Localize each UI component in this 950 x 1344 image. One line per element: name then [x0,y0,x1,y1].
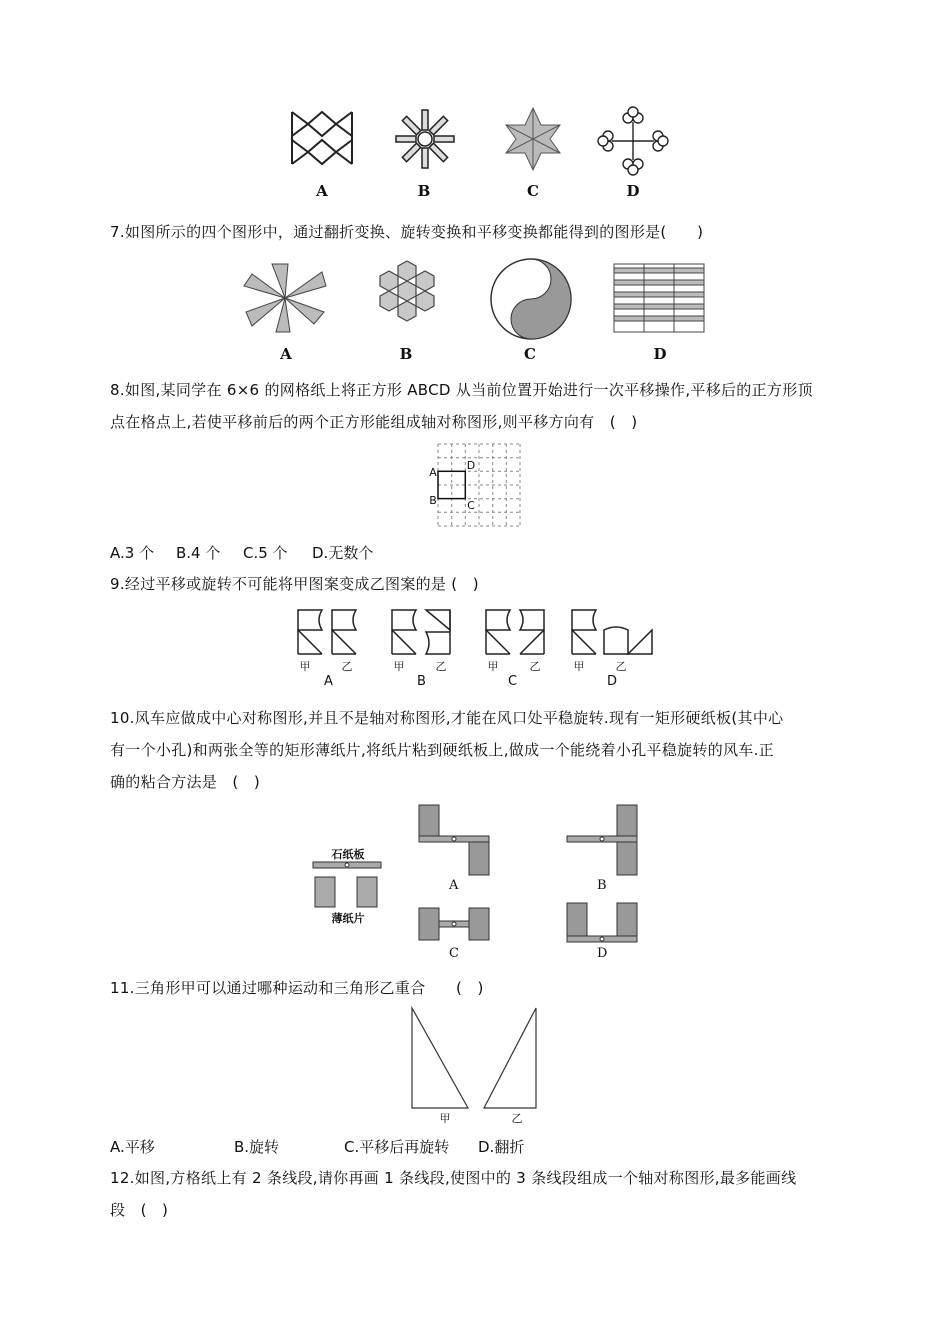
figure6-option-b [390,104,460,174]
q11-label-yi: 乙 [511,1112,523,1125]
question-10-line2: 有一个小孔)和两张全等的矩形薄纸片,将纸片粘到硬纸板上,做成一个能绕着小孔平稳旋转的风车.正 [110,741,774,759]
q7-label-a: A [280,345,292,363]
q10-label-d: D [597,946,608,961]
q10-option-d [566,902,638,944]
q9-d-jia: 甲 [573,660,585,673]
q9-c-yi: 乙 [529,660,541,673]
q9-a-jia: 甲 [299,660,311,673]
q9-a-yi: 乙 [341,660,353,673]
question-10-line1: 10.风车应做成中心对称图形,并且不是轴对称图形,才能在风口处平稳旋转.现有一矩形硬纸板(其中心 [110,709,784,727]
q10-label-c: C [449,946,459,961]
question-7-text: 7.如图所示的四个图形中，通过翻折变换、旋转变换和平移变换都能得到的图形是( ) [110,223,704,241]
q9-label-d: D [607,674,618,689]
q9-label-b: B [417,674,426,689]
q10-option-c [418,904,490,942]
figure6-option-c [500,106,566,172]
figure6-label-d: D [626,182,640,200]
q8-option-c[interactable]: C.5 个 [243,544,288,562]
q9-label-a: A [324,674,333,689]
q10-board-label: 石纸板 [331,848,365,861]
q7-option-b-hexagons [366,254,448,332]
question-8-line1: 8.如图,某同学在 6×6 的网格纸上将正方形 ABCD 从当前位置开始进行一次平移操作,平移后的正方形顶 [110,381,813,399]
question-9-text: 9.经过平移或旋转不可能将甲图案变成乙图案的是 ( ) [110,575,479,593]
q11-option-c[interactable]: C.平移后再旋转 [344,1138,450,1156]
q7-label-b: B [399,345,413,363]
q7-option-a-pinwheel [242,262,328,334]
q10-sheets [314,876,378,908]
figure6-label-c: C [527,182,539,200]
figure6-option-d [600,108,666,174]
q9-option-d-figures [568,608,660,656]
q11-triangles [408,1006,542,1110]
q9-option-a-figures [294,608,360,656]
q9-label-c: C [508,674,518,689]
q8-option-d[interactable]: D.无数个 [312,544,374,562]
question-10-line3: 确的粘合方法是 ( ) [110,773,261,791]
q8-option-a[interactable]: A.3 个 [110,544,155,562]
q10-board [312,860,382,870]
q8-vertex-a: A [429,466,437,479]
q10-sheet-label: 薄纸片 [331,912,365,925]
q10-option-a [418,804,490,876]
q8-option-b[interactable]: B.4 个 [176,544,221,562]
q10-label-b: B [597,878,607,893]
q8-vertex-d: D [466,459,476,472]
q9-b-jia: 甲 [393,660,405,673]
question-12-line2: 段 ( ) [110,1201,169,1219]
q11-option-a[interactable]: A.平移 [110,1138,155,1156]
q7-option-c-yinyang [490,258,572,340]
q8-vertex-b: B [429,494,437,507]
figure6-label-a: A [316,182,328,200]
q9-b-yi: 乙 [435,660,447,673]
question-11-text: 11.三角形甲可以通过哪种运动和三角形乙重合 ( ) [110,979,484,997]
question-12-line1: 12.如图,方格纸上有 2 条线段,请你再画 1 条线段,使图中的 3 条线段组成一个轴对称图形,最多能画线 [110,1169,797,1187]
q9-option-b-figures [388,608,454,656]
q11-option-b[interactable]: B.旋转 [234,1138,280,1156]
q9-d-yi: 乙 [615,660,627,673]
question-8-line2: 点在格点上,若使平移前后的两个正方形能组成轴对称图形,则平移方向有 ( ) [110,413,638,431]
q11-option-d[interactable]: D.翻折 [478,1138,525,1156]
q11-label-jia: 甲 [439,1112,451,1125]
figure6-label-b: B [417,182,431,200]
figure6-option-a [288,106,356,170]
q9-option-c-figures [482,608,548,656]
q9-c-jia: 甲 [487,660,499,673]
q10-option-b [566,804,638,876]
q8-grid-6x6 [438,444,520,526]
q7-option-d-stairs [612,262,706,334]
q10-label-a: A [449,878,459,893]
q7-label-c: C [524,345,536,363]
q7-label-d: D [653,345,667,363]
q8-vertex-c: C [467,499,475,512]
